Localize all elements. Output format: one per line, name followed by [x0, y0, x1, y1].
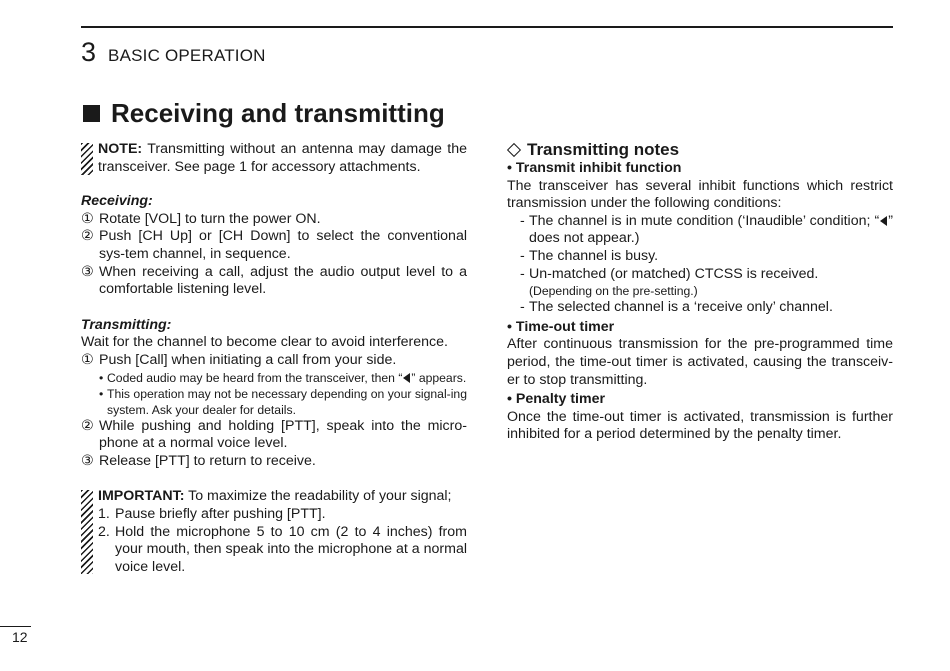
bullet-text	[107, 370, 467, 386]
important-text: To maximize the readability of your signal;	[184, 488, 452, 505]
step-number: ③	[81, 263, 94, 280]
condition-text: Un-matched (or matched) CTCSS is received.	[529, 265, 819, 282]
item-number: 1.	[98, 505, 110, 522]
note-text: Transmitting without an antenna may damage the transceiver. See page 1 for accessory attachments.	[98, 141, 467, 175]
inhibit-heading: • Transmit inhibit function	[507, 160, 682, 176]
note-hatch-icon	[81, 143, 93, 175]
important-item-1	[98, 506, 467, 524]
dash-mark: -	[520, 247, 525, 264]
speaker-icon	[403, 373, 410, 383]
step-text: Push [CH Up] or [CH Down] to select the conventional sys-tem channel, in sequence.	[99, 228, 467, 262]
right-column	[507, 140, 893, 444]
footer-rule	[0, 626, 31, 627]
square-bullet-icon	[83, 105, 100, 122]
step-text: While pushing and holding [PTT], speak into the micro-phone at a normal voice level.	[99, 417, 467, 452]
transmitting-bullet-2	[81, 386, 467, 418]
bullet-text-post: ” appears.	[411, 370, 467, 385]
step-number: ②	[81, 228, 94, 245]
step-text: When receiving a call, adjust the audio output level to a comfortable listening level.	[99, 263, 467, 298]
important-line	[98, 488, 467, 506]
important-item-2	[98, 524, 467, 577]
transmitting-step-2	[81, 418, 467, 453]
timeout-heading: • Time-out timer	[507, 318, 615, 335]
penalty-text: Once the time-out timer is activated, transmission is further inhibited for a period determined by the penalty timer.	[507, 408, 893, 443]
inhibit-intro: The transceiver has several inhibit functions which restrict transmission under the following conditions:	[507, 177, 893, 212]
item-number: 2.	[98, 523, 110, 540]
condition-3	[507, 266, 893, 284]
chapter-number: 3	[81, 37, 97, 67]
condition-1	[507, 213, 893, 248]
notes-title	[507, 140, 893, 160]
important-label: IMPORTANT:	[98, 488, 185, 505]
chapter-title: BASIC OPERATION	[108, 46, 266, 65]
bullet-text: This operation may not be necessary depending on your signal-ing system. Ask your dealer for details.	[107, 386, 467, 417]
note-block	[81, 141, 467, 176]
condition-text: The channel is busy.	[529, 247, 659, 264]
speaker-icon	[880, 216, 887, 226]
step-number: ③	[81, 452, 94, 469]
step-text: Push [Call] when initiating a call from your side.	[99, 351, 397, 368]
condition-text-post: ” does not appear.)	[529, 212, 893, 247]
condition-text	[529, 213, 893, 248]
important-block	[81, 488, 467, 576]
step-text: Release [PTT] to return to receive.	[99, 452, 316, 469]
bullet-text-pre: Coded audio may be heard from the transceiver, then “	[107, 370, 403, 385]
condition-text: The selected channel is a ‘receive only’ channel.	[529, 299, 833, 316]
header-rule	[81, 26, 893, 28]
transmitting-heading: Transmitting:	[81, 316, 172, 333]
receiving-step-1	[81, 211, 467, 229]
dash-mark: -	[520, 212, 525, 229]
step-number: ①	[81, 351, 94, 368]
transmitting-step-3	[81, 453, 467, 471]
diamond-icon	[507, 143, 521, 157]
timeout-text: After continuous transmission for the pre-programmed time period, the time-out timer is activated, causing the transceiv-er to stop transmitting.	[507, 336, 893, 388]
condition-3-note: (Depending on the pre-setting.)	[529, 284, 698, 299]
receiving-step-3	[81, 264, 467, 299]
dash-mark: -	[520, 299, 525, 316]
transmitting-step-1	[81, 352, 467, 370]
condition-4	[507, 299, 893, 317]
section-title-text: Receiving and transmitting	[111, 98, 445, 128]
section-title	[81, 98, 445, 129]
page-number: 12	[12, 629, 28, 645]
step-number: ①	[81, 210, 94, 227]
receiving-step-2	[81, 228, 467, 263]
chapter-header	[81, 37, 266, 68]
transmitting-intro: Wait for the channel to become clear to avoid interference.	[81, 334, 448, 351]
condition-2	[507, 248, 893, 266]
condition-text-pre: The channel is in mute condition (‘Inaudible’ condition; “	[529, 212, 880, 229]
penalty-heading: • Penalty timer	[507, 391, 606, 408]
important-hatch-icon	[81, 490, 93, 574]
note-label: NOTE:	[98, 141, 143, 157]
receiving-heading: Receiving:	[81, 193, 153, 210]
bullet-mark: •	[99, 370, 104, 385]
dash-mark: -	[520, 265, 525, 282]
bullet-mark: •	[99, 386, 104, 401]
item-text: Hold the microphone 5 to 10 cm (2 to 4 inches) from your mouth, then speak into the microphone at a normal voice level.	[115, 523, 467, 575]
notes-title-text: Transmitting notes	[527, 140, 680, 159]
item-text: Pause briefly after pushing [PTT].	[115, 505, 326, 522]
transmitting-bullet-1	[81, 370, 467, 386]
step-text: Rotate [VOL] to turn the power ON.	[99, 210, 321, 227]
step-number: ②	[81, 417, 94, 434]
left-column	[81, 141, 467, 576]
